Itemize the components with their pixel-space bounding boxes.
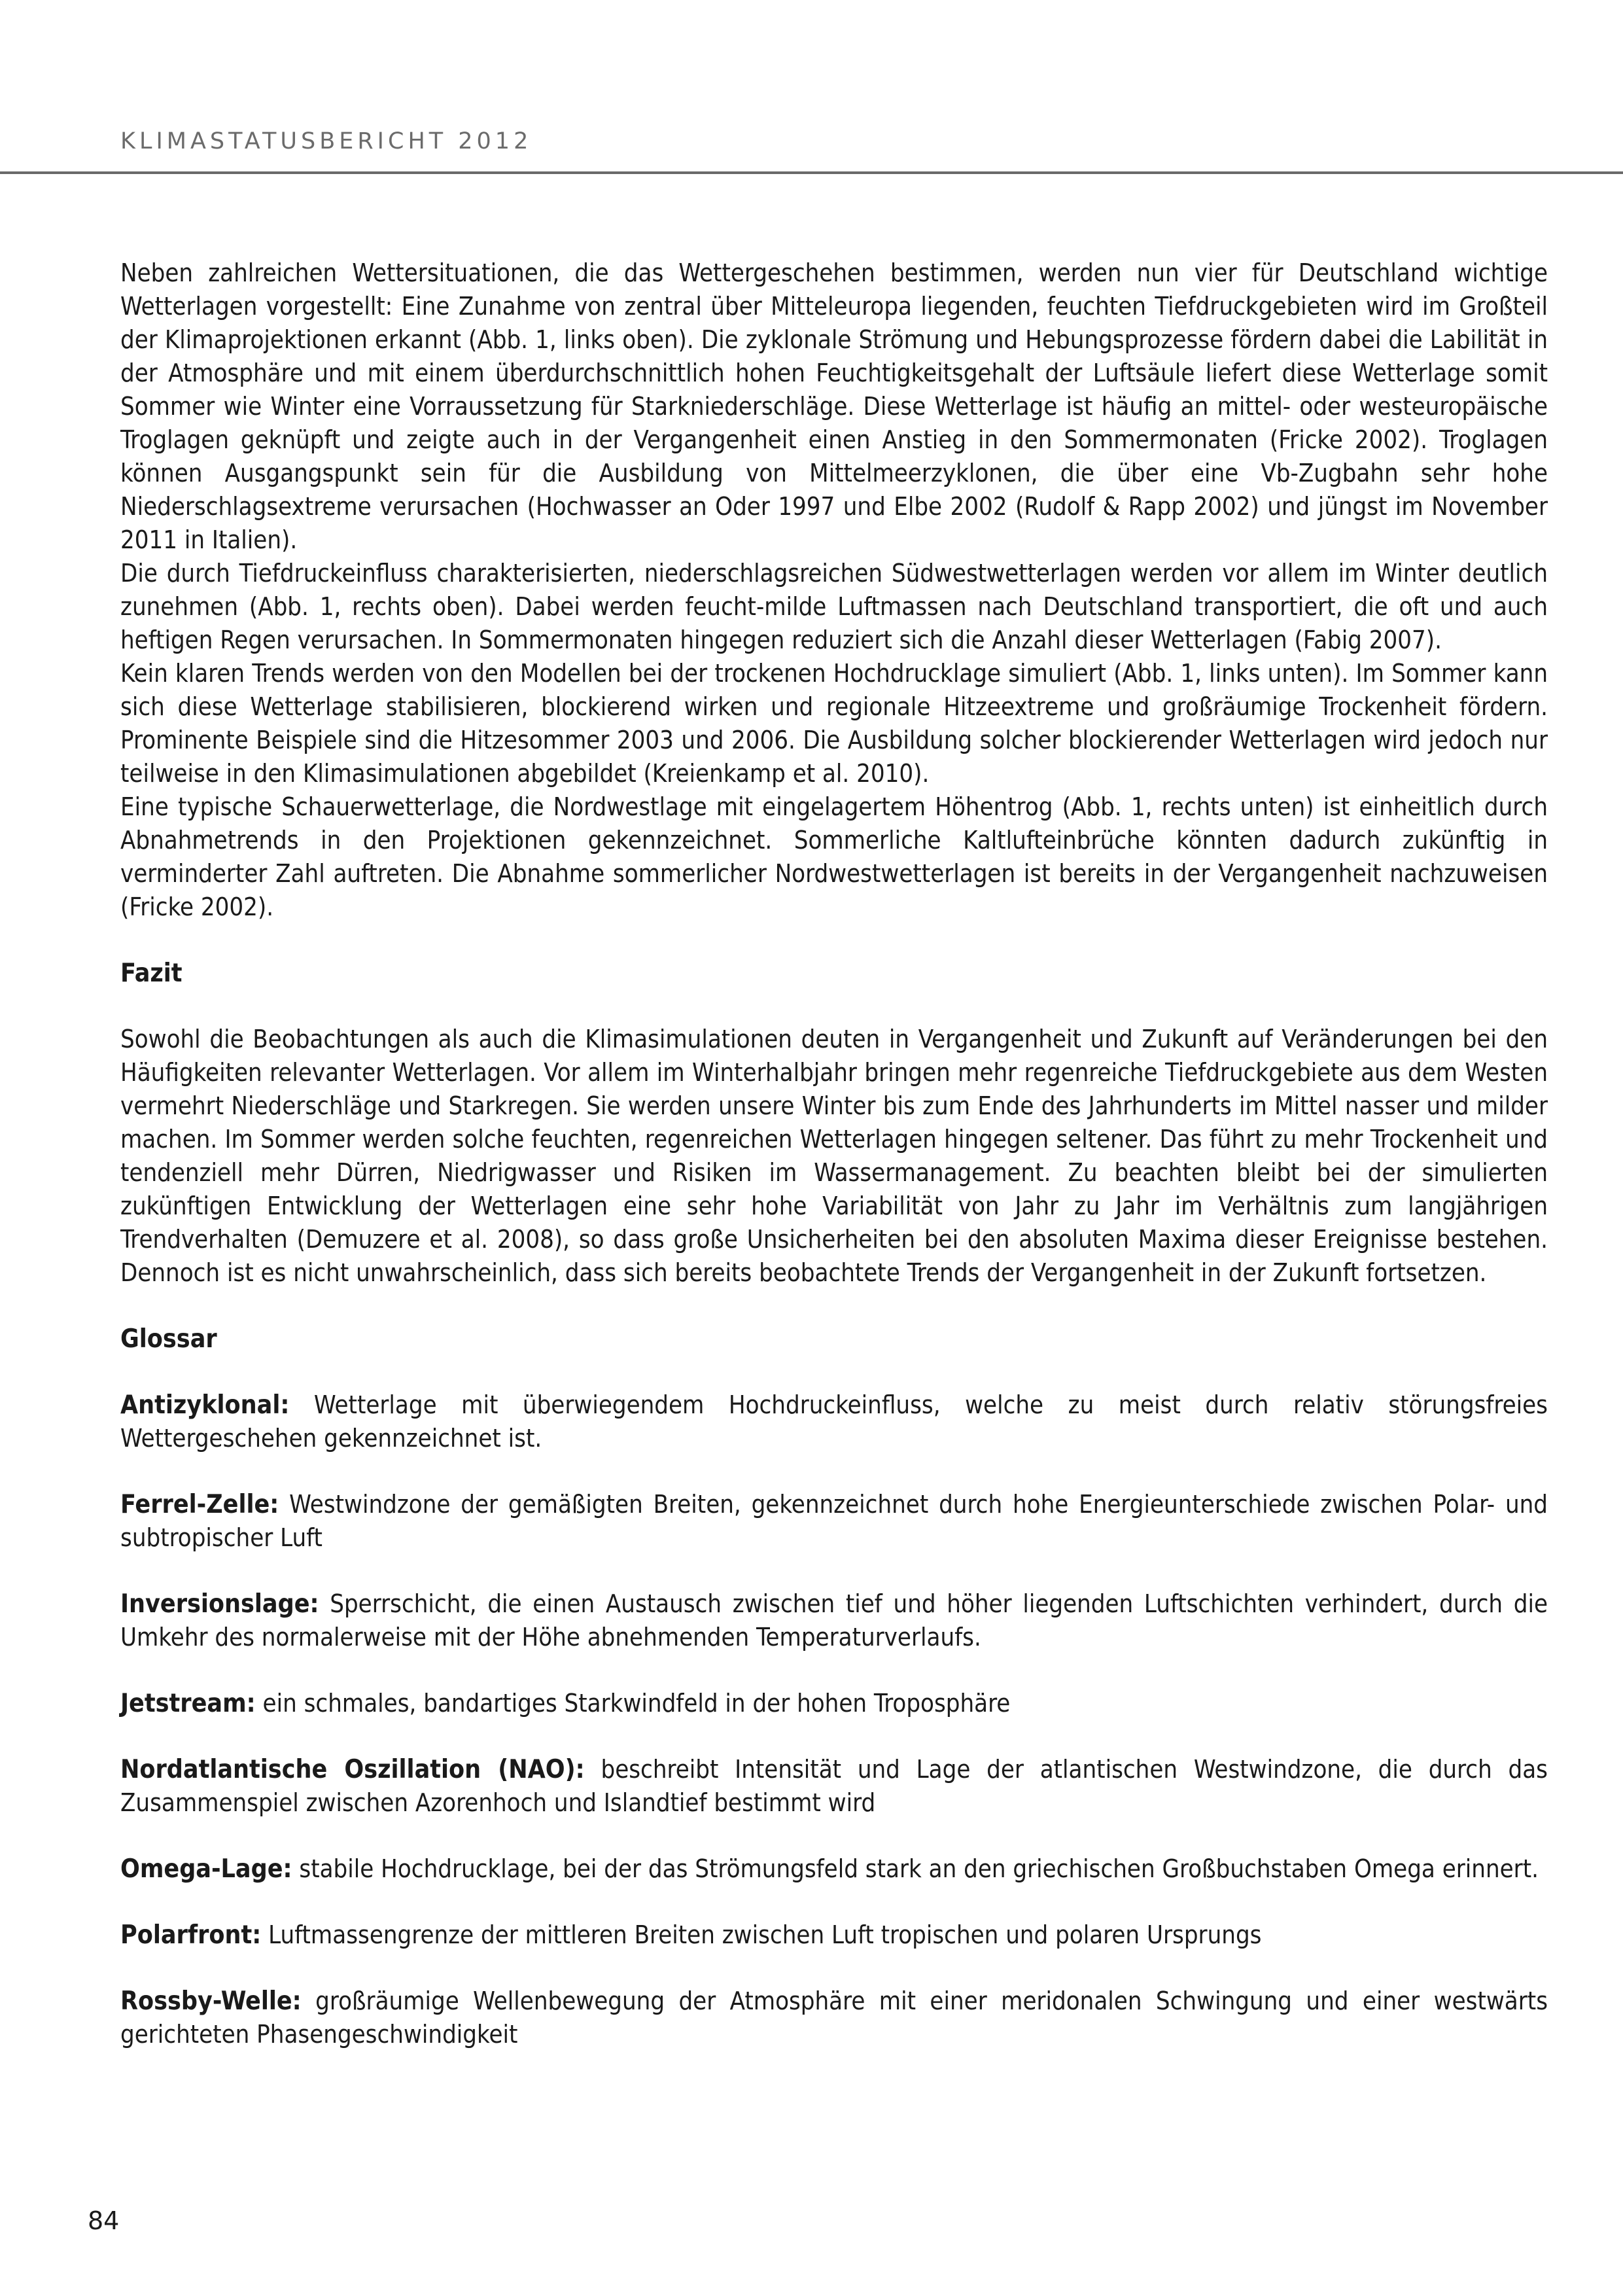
page-content: [120, 256, 1548, 2051]
glossary-entry-polarfront: [120, 1918, 1548, 1952]
glossary-term: Omega-Lage:: [120, 1854, 292, 1884]
body-paragraph: Neben zahlreichen Wettersituationen, die das Wettergeschehen bestimmen, werden nun vier für Deutschland wichtige Wetterlagen vorgestellt: Eine Zunahme von zentral über Mitteleuropa liegenden, feuchten Tiefdruckgebieten wird im Großteil der Klimaprojektionen erkannt (Abb. 1, links oben). Die zyklonale Strömung und Hebungsprozesse fördern dabei die Labilität in der Atmosphäre und mit einem überdurchschnittlich hohen Feuchtigkeitsgehalt der Luftsäule liefert diese Wetterlage somit Sommer wie Winter eine Vorraussetzung für Starkniederschläge. Diese Wetterlage ist häufig an mittel- oder westeuropäische Troglagen geknüpft und zeigte auch in der Vergangenheit einen Anstieg in den Sommermonaten (Fricke 2002). Troglagen können Ausgangspunkt sein für die Ausbildung von Mittelmeerzyklonen, die über eine Vb-Zugbahn sehr hohe Niederschlagsextreme verursachen (Hochwasser an Oder 1997 und Elbe 2002 (Rudolf & Rapp 2002) und jüngst im November 2011 in Italien).: [120, 258, 1548, 554]
glossary-definition: Westwindzone der gemäßigten Breiten, gekennzeichnet durch hohe Energieunterschiede zwischen Polar- und subtropischer Luft: [120, 1490, 1548, 1552]
spacer: [120, 1290, 1548, 1322]
glossary-definition: beschreibt Intensität und Lage der atlantischen Westwindzone, die durch das Zusammenspiel zwischen Azorenhoch und Islandtief bestimmt wird: [120, 1755, 1548, 1817]
spacer: [120, 1886, 1548, 1918]
glossary-term: Polarfront:: [120, 1920, 262, 1950]
glossary-entry-ferrel-zelle: [120, 1488, 1548, 1555]
glossary-definition: großräumige Wellenbewegung der Atmosphäre mit einer meridonalen Schwingung und einer westwärts gerichteten Phasengeschwindigkeit: [120, 1987, 1548, 2049]
body-paragraph: Kein klaren Trends werden von den Modellen bei der trockenen Hochdrucklage simuliert (Abb. 1, links unten). Im Sommer kann sich diese Wetterlage stabilisieren, blockierend wirken und regionale Hitzeextreme und großräumige Trockenheit fördern. Prominente Beispiele sind die Hitzesommer 2003 und 2006. Die Ausbildung solcher blockierender Wetterlagen wird jedoch nur teilweise in den Klimasimulationen abgebildet (Kreienkamp et al. 2010).: [120, 659, 1548, 788]
glossary-term: Jetstream:: [120, 1689, 256, 1718]
glossary-term: Nordatlantische Oszillation (NAO):: [120, 1755, 585, 1784]
spacer: [120, 1820, 1548, 1852]
spacer: [120, 1356, 1548, 1388]
glossary-definition: stabile Hochdrucklage, bei der das Strömungsfeld stark an den griechischen Großbuchstaben Omega erinnert.: [299, 1854, 1539, 1883]
glossary-term: Inversionslage:: [120, 1589, 319, 1619]
spacer: [120, 1654, 1548, 1687]
glossary-term: Rossby-Welle:: [120, 1987, 302, 2016]
glossary-entry-nao: [120, 1753, 1548, 1820]
spacer: [120, 1720, 1548, 1753]
glossary-entry-antizyklonal: [120, 1388, 1548, 1455]
glossary-entry-jetstream: [120, 1687, 1548, 1720]
glossary-definition: ein schmales, bandartiges Starkwindfeld in der hohen Troposphäre: [262, 1689, 1011, 1718]
page-number: 84: [88, 2206, 120, 2235]
spacer: [120, 1455, 1548, 1488]
header-rule: [0, 171, 1623, 174]
body-paragraph: Die durch Tiefdruckeinfluss charakterisierten, niederschlagsreichen Südwestwetterlagen werden vor allem im Winter deutlich zunehmen (Abb. 1, rechts oben). Dabei werden feucht-milde Luftmassen nach Deutschland transportiert, die oft und auch heftigen Regen verursachen. In Sommermonaten hingegen reduziert sich die Anzahl dieser Wetterlagen (Fabig 2007).: [120, 559, 1548, 654]
running-header-title: KLIMASTATUSBERICHT 2012: [120, 128, 532, 154]
glossary-entry-rossby-welle: [120, 1985, 1548, 2051]
body-paragraph: Eine typische Schauerwetterlage, die Nordwestlage mit eingelagertem Höhentrog (Abb. 1, rechts unten) ist einheitlich durch Abnahmetrends in den Projektionen gekennzeichnet. Sommerliche Kaltlufteinbrüche könnten dadurch zukünftig in verminderter Zahl auftreten. Die Abnahme sommerlicher Nordwestwetterlagen ist bereits in der Vergangenheit nachzuweisen (Fricke 2002).: [120, 792, 1548, 921]
glossary-term: Ferrel-Zelle:: [120, 1490, 279, 1519]
glossary-entry-omega-lage: [120, 1852, 1548, 1886]
spacer: [120, 1952, 1548, 1985]
spacer: [120, 990, 1548, 1023]
glossary-definition: Wetterlage mit überwiegendem Hochdruckeinfluss, welche zu meist durch relativ störungsfreies Wettergeschehen gekennzeichnet ist.: [120, 1390, 1548, 1453]
fazit-heading: Fazit: [120, 959, 183, 988]
glossary-definition: Sperrschicht, die einen Austausch zwischen tief und höher liegenden Luftschichten verhindert, durch die Umkehr des normalerweise mit der Höhe abnehmenden Temperaturverlaufs.: [120, 1589, 1548, 1651]
glossar-heading: Glossar: [120, 1324, 217, 1354]
fazit-paragraph: Sowohl die Beobachtungen als auch die Klimasimulationen deuten in Vergangenheit und Zukunft auf Veränderungen bei den Häufigkeiten relevanter Wetterlagen. Vor allem im Winterhalbjahr bringen mehr regenreiche Tiefdruckgebiete aus dem Westen vermehrt Niederschläge und Starkregen. Sie werden unsere Winter bis zum Ende des Jahrhunderts im Mittel nasser und milder machen. Im Sommer werden solche feuchten, regenreichen Wetterlagen hingegen seltener. Das führt zu mehr Trockenheit und tendenziell mehr Dürren, Niedrigwasser und Risiken im Wassermanagement. Zu beachten bleibt bei der simulierten zukünftigen Entwicklung der Wetterlagen eine sehr hohe Variabilität von Jahr zu Jahr im Verhältnis zum langjährigen Trendverhalten (Demuzere et al. 2008), so dass große Unsicherheiten bei den absoluten Maxima dieser Ereignisse bestehen. Dennoch ist es nicht unwahrscheinlich, dass sich bereits beobachtete Trends der Vergangenheit in der Zukunft fortsetzen.: [120, 1025, 1548, 1287]
spacer: [120, 1555, 1548, 1587]
glossary-entry-inversionslage: [120, 1587, 1548, 1654]
spacer: [120, 924, 1548, 957]
glossary-definition: Luftmassengrenze der mittleren Breiten zwischen Luft tropischen und polaren Ursprungs: [268, 1920, 1262, 1949]
glossary-term: Antizyklonal:: [120, 1390, 290, 1420]
